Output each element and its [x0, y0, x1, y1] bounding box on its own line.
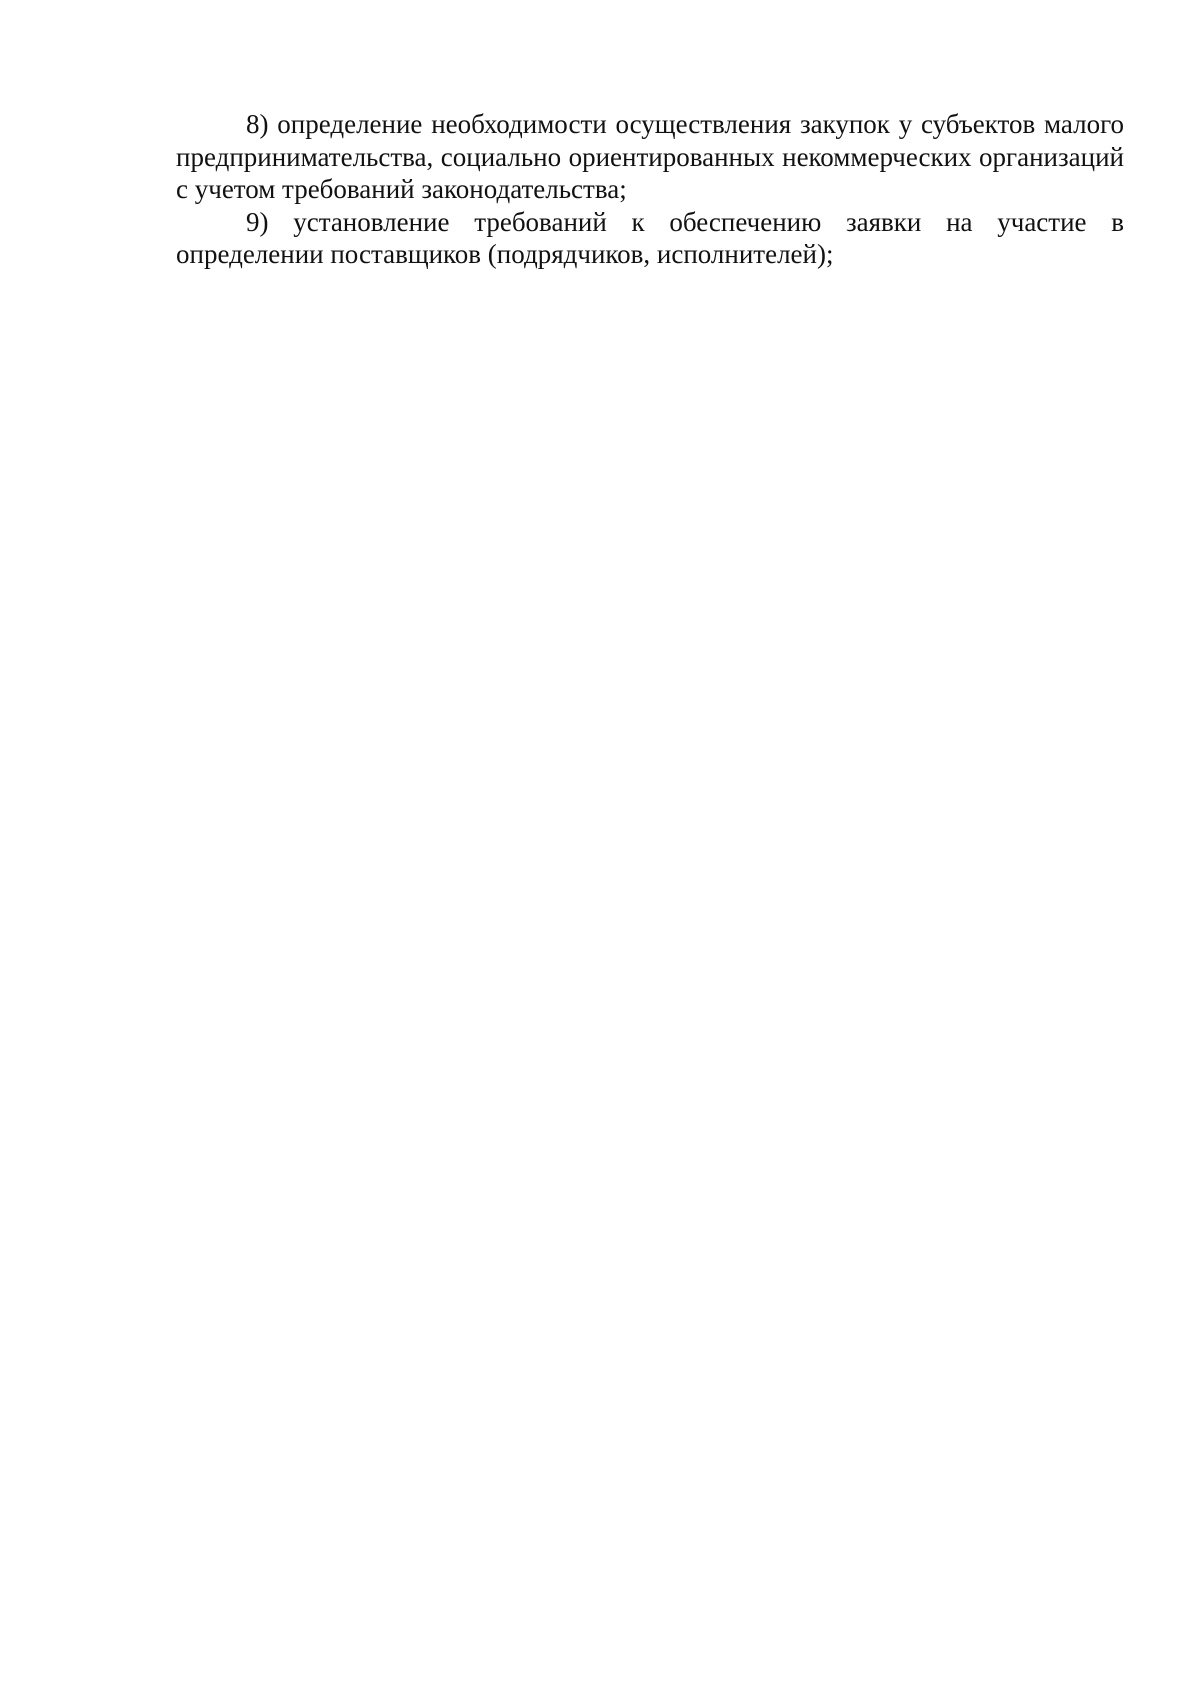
document-page [176, 108, 1124, 271]
list-item: 9) установление требований к обеспечению заявки на участие в определении поставщиков (подрядчиков, исполнителей); [176, 206, 1124, 270]
list-item: 8) определение необходимости осуществления закупок у субъектов малого предпринимательства, социально ориентированных некоммерческих организаций с учетом требований законодательства; [176, 109, 1124, 205]
